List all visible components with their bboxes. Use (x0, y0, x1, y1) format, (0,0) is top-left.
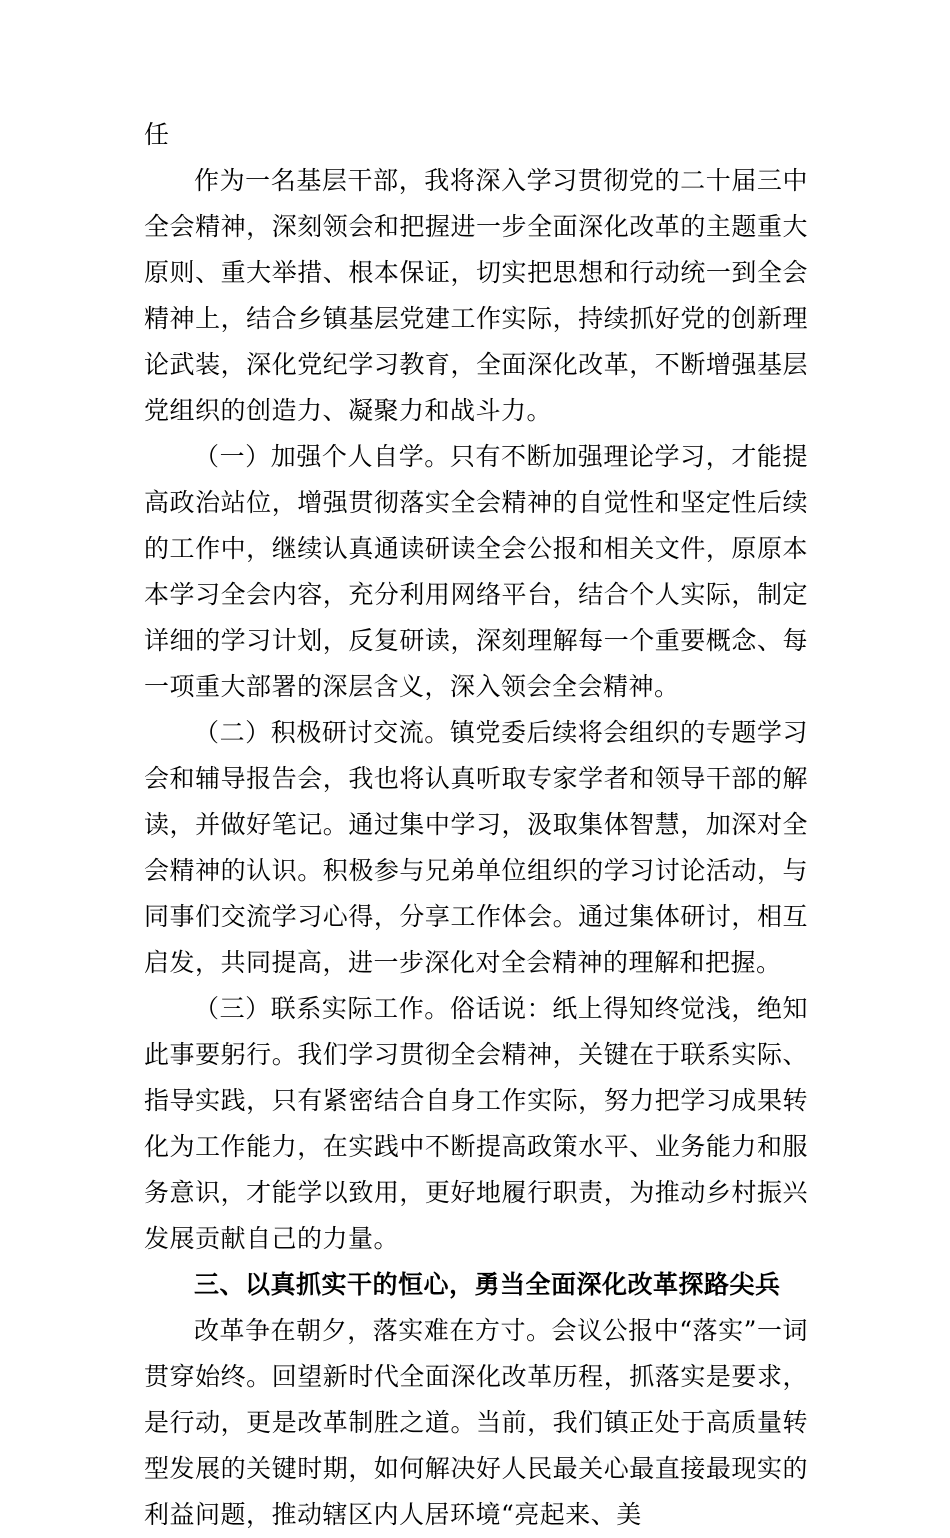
paragraph-closing: 改革争在朝夕，落实难在方寸。会议公报中“落实”一词贯穿始终。回望新时代全面深化改革历程，抓落实是要求，是行动，更是改革制胜之道。当前，我们镇正处于高质量转型发展的关键时期，如何解决好人民最关心最直接最现实的利益问题，推动辖区内人居环境“亮起来、美 (144, 1316, 808, 1529)
paragraph-practice: （三）联系实际工作。俗话说：纸上得知终觉浅，绝知此事要躬行。我们学习贯彻全会精神，关键在于联系实际、指导实践，只有紧密结合自身工作实际，努力把学习成果转化为工作能力，在实践中不断提高政策水平、业务能力和服务意识，才能学以致用，更好地履行职责，为推动乡村振兴发展贡献自己的力量。 (144, 994, 808, 1253)
document-body (144, 112, 808, 1538)
paragraph-intro: 作为一名基层干部，我将深入学习贯彻党的二十届三中全会精神，深刻领会和把握进一步全面深化改革的主题重大原则、重大举措、根本保证，切实把思想和行动统一到全会精神上，结合乡镇基层党建工作实际，持续抓好党的创新理论武装，深化党纪学习教育，全面深化改革，不断增强基层党组织的创造力、凝聚力和战斗力。 (144, 166, 808, 425)
paragraph-self-study: （一）加强个人自学。只有不断加强理论学习，才能提高政治站位，增强贯彻落实全会精神的自觉性和坚定性后续的工作中，继续认真通读研读全会公报和相关文件，原原本本学习全会内容，充分利用网络平台，结合个人实际，制定详细的学习计划，反复研读，深刻理解每一个重要概念、每一项重大部署的深层含义，深入领会全会精神。 (144, 442, 808, 701)
paragraph-discussion: （二）积极研讨交流。镇党委后续将会组织的专题学习会和辅导报告会，我也将认真听取专家学者和领导干部的解读，并做好笔记。通过集中学习，汲取集体智慧，加深对全会精神的认识。积极参与兄弟单位组织的学习讨论活动，与同事们交流学习心得，分享工作体会。通过集体研讨，相互启发，共同提高，进一步深化对全会精神的理解和把握。 (144, 718, 808, 977)
section-heading: 三、以真抓实干的恒心，勇当全面深化改革探路尖兵 (194, 1270, 781, 1299)
carryover-line: 任 (144, 120, 170, 149)
